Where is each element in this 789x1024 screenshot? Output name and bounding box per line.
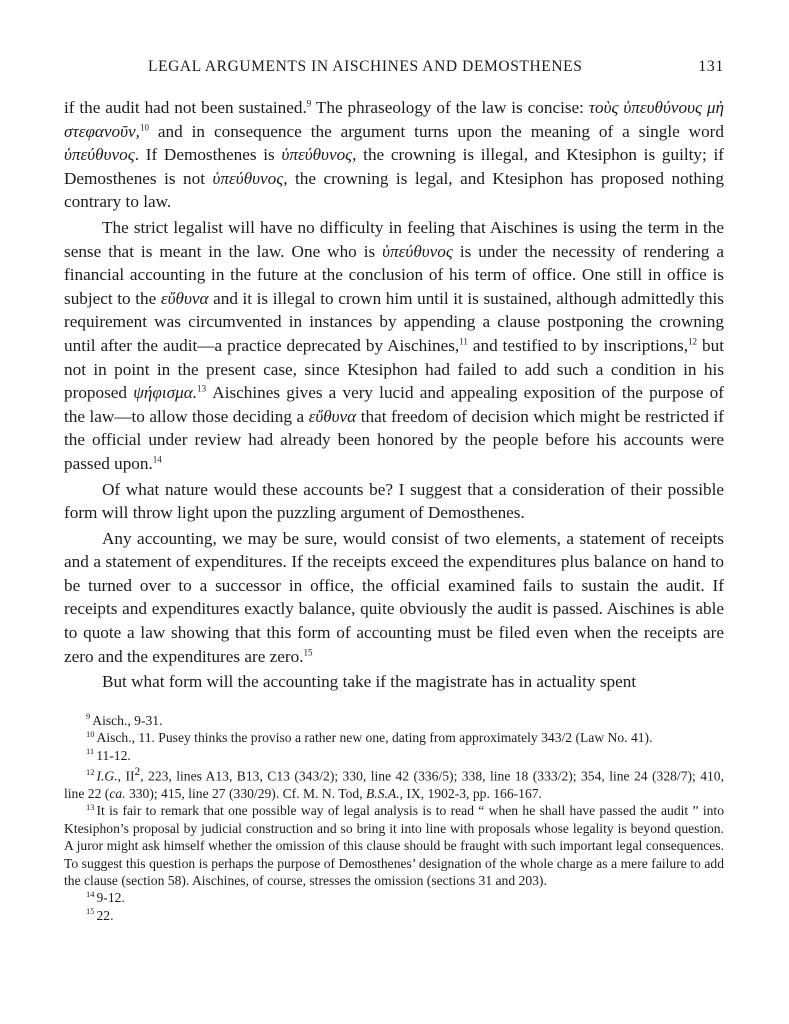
footnote	[64, 907, 724, 924]
footnote-number: 9	[86, 711, 91, 722]
greek-term: ὑπεύθυνος	[64, 145, 135, 165]
italic-text: B.S.A.	[366, 786, 400, 801]
text-run: and testified to by inscriptions,	[467, 335, 689, 355]
superscript: 2	[134, 766, 141, 779]
footnote-reference: 15	[303, 646, 313, 657]
text-run: 9-12.	[96, 890, 125, 906]
text-run: Aischines gives a very lucid and appealing exposition of the purpose of the law—to allow those deciding a	[64, 383, 725, 426]
greek-term: ψήφισμα.	[133, 383, 198, 403]
text-run: is under the necessity of rendering a financial accounting in the future at the conclusion of his term of office. One still in office is subject to the	[64, 241, 724, 308]
paragraph	[64, 670, 724, 694]
text-run: The phraseology of the law is concise:	[311, 98, 589, 117]
footnote-number: 15	[86, 906, 95, 917]
footnote-reference: 11	[459, 336, 468, 347]
footnote	[64, 729, 724, 746]
text-run: , II	[117, 768, 135, 784]
footnotes	[64, 712, 724, 924]
text-run: if the audit had not been sustained.	[64, 98, 307, 117]
running-title: LEGAL ARGUMENTS IN AISCHINES AND DEMOSTHENES	[148, 58, 583, 75]
footnote-reference: 10	[139, 121, 149, 132]
greek-term: εὔθυνα	[160, 288, 209, 308]
footnote	[64, 802, 724, 889]
footnote-number: 10	[86, 728, 95, 739]
footnote-number: 13	[86, 801, 95, 812]
text-run: But what form will the accounting take if the magistrate has in actuality spent	[102, 672, 637, 692]
running-header	[64, 58, 724, 84]
paragraph	[64, 216, 724, 476]
text-run: and in consequence the argument turns upon the meaning of a single word	[148, 121, 724, 141]
text-run: Any accounting, we may be sure, would consist of two elements, a statement of receipts and a statement of expenditures. If the receipts exceed the expenditures plus balance on hand to be turned over to a successor in office, the official examined fails to sustain the audit. If receipts and expenditures exactly balance, quite obviously the audit is passed. Aischines is able to quote a law showing that this form of accounting must be filed even when the receipts are zero and the expenditures are zero.	[64, 528, 724, 666]
text-run: Of what nature would these accounts be? I suggest that a consideration of their possible form will throw light upon the puzzling argument of Demosthenes.	[64, 479, 724, 523]
main-text	[64, 96, 724, 694]
italic-text: ca.	[109, 786, 126, 801]
paragraph	[64, 96, 724, 214]
italic-text: I.G.	[96, 768, 118, 784]
paragraph	[64, 527, 724, 669]
text-run: that freedom of decision which might be restricted if the official under review had already been honored by the people before his accounts were passed upon.	[64, 406, 724, 473]
text-run: It is fair to remark that one possible way of legal analysis is to read “ when he shall have passed the audit ” into Ktesiphon’s proposal by judicial construction and so bring it into line with proposals whose legality is beyond question. A juror might ask himself whether the omission of this clause should be fraught with such important legal consequences. To suggest this question is perhaps the purpose of Demosthenes’ designation of the whole charge as a mere failure to add the clause (section 58). Aischines, of course, stresses the omission (sections 31 and 203).	[64, 803, 724, 889]
greek-term: ὑπεύθυνος	[212, 168, 284, 188]
text-run: 11-12.	[96, 747, 131, 763]
greek-term: ὑπεύθυνος	[382, 241, 453, 261]
footnote-number: 14	[86, 888, 95, 899]
text-run: 330); 415, line 27 (330/29). Cf. M. N. Tod,	[125, 786, 366, 801]
footnote	[64, 712, 724, 729]
text-run: , the crowning is legal, and Ktesiphon has proposed nothing contrary to law.	[64, 168, 724, 212]
page-number: 131	[698, 58, 724, 75]
greek-term: τοὺς ὑπευθύνους μὴ στεφανοῦν,	[64, 98, 724, 141]
footnote	[64, 889, 724, 906]
text-run: but not in point in the present case, since Ktesiphon had failed to add such a condition in his proposed	[64, 335, 724, 403]
footnote-reference: 13	[197, 383, 207, 394]
footnote-reference: 9	[306, 98, 312, 109]
footnote-reference: 14	[152, 454, 162, 465]
text-run: Aisch., 9-31.	[92, 712, 163, 728]
text-run: . If Demosthenes is	[134, 145, 282, 165]
text-run: Aisch., 11. Pusey thinks the proviso a rather new one, dating from approximately 343/2 (Law No. 41).	[96, 730, 653, 746]
footnote-number: 11	[86, 746, 95, 757]
footnote	[64, 747, 724, 764]
book-page	[64, 58, 724, 924]
footnote	[64, 764, 724, 802]
text-run: , IX, 1902-3, pp. 166-167.	[399, 786, 542, 801]
text-run: , the crowning is illegal, and Ktesiphon is guilty; if Demosthenes is not	[64, 145, 724, 188]
text-run: and it is illegal to crown him until it is sustained, although admittedly this requirement was circumvented in instances by appending a clause postponing the crowning until after the audit—a practice deprecated by Aischines,	[64, 288, 724, 355]
paragraph	[64, 478, 724, 525]
text-run: The strict legalist will have no difficulty in feeling that Aischines is using the term in the sense that is meant in the law. One who is	[64, 217, 724, 261]
text-run: 22.	[96, 907, 114, 923]
greek-term: εὔθυνα	[308, 406, 357, 426]
text-run: , 223, lines A13, B13, C13 (343/2); 330, line 42 (336/5); 338, line 18 (333/2); 354, line 24 (328/7); 410, line 22 (	[64, 768, 724, 801]
footnote-number: 12	[86, 767, 95, 778]
greek-term: ὑπεύθυνος	[281, 145, 353, 165]
footnote-reference: 12	[688, 336, 698, 347]
